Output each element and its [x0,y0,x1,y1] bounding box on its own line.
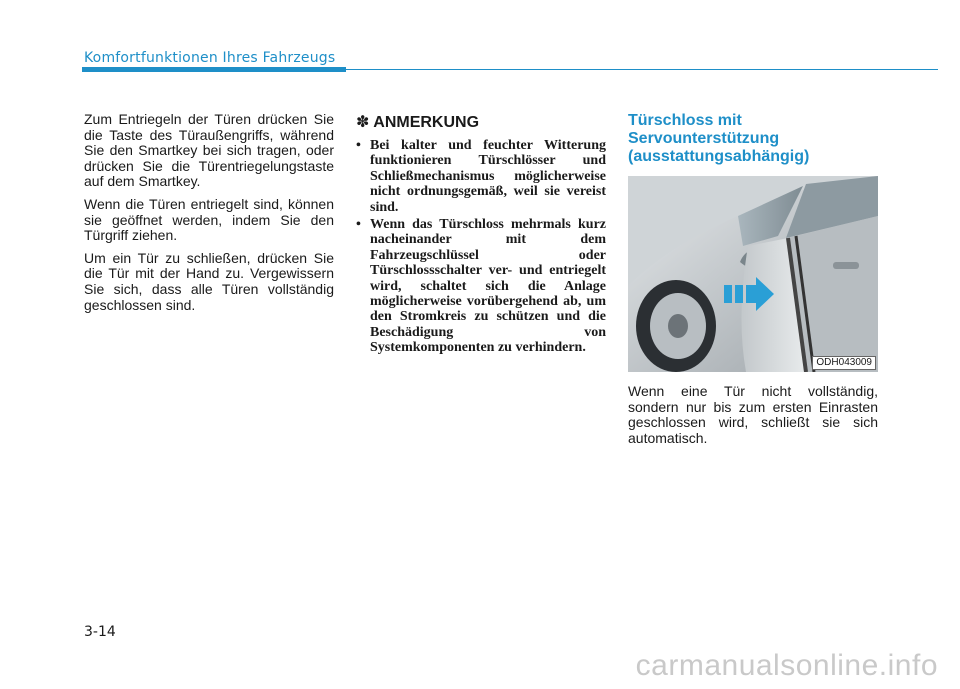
figure-caption: Wenn eine Tür nicht vollständig, sondern nur bis zum ersten Einrasten geschlossen wird, schließt sie sich automatisch. [628,383,878,446]
left-column [84,112,334,320]
watermark: carmanualsonline.info [635,649,938,682]
note-item-text: Bei kalter und feuchter Witterung funktionieren Türschlösser und Schließmechanismus möglicherweise nicht ordnungsgemäß, weil sie vereist sind. [370,138,606,215]
power-door-lock-heading: Türschloss mit Servounterstützung (ausstattungsabhängig) [628,112,810,165]
car-door-illustration [628,176,878,372]
note-item-text: Wenn das Türschloss mehrmals kurz nacheinander mit dem Fahrzeugschlüssel oder Türschlossschalter ver- und entriegelt wird, schaltet sich die Anlage möglicherweise vorübergehend ab, um den Stromkreis zu schützen und die Beschädigung von Systemkomponenten zu verhindern. [370,217,606,356]
image-code-label: ODH043009 [812,356,876,370]
header-rule-line [346,69,938,70]
paragraph-open: Wenn die Türen entriegelt sind, können sie geöffnet werden, indem Sie den Türgriff ziehen. [84,195,334,244]
note-item [356,217,606,356]
bullet-icon: • [356,217,361,233]
header-rule-accent [82,67,346,72]
page-number: 3-14 [84,624,116,640]
note-list [356,138,606,356]
car-door-drawing [628,176,878,372]
note-heading: ✽ ANMERKUNG [356,114,480,131]
paragraph-unlock: Zum Entriegeln der Türen drücken Sie die Taste des Türaußengriffs, während Sie den Smartkey bei sich tragen, oder drücken Sie die Türentriegelungstaste auf dem Smartkey. [84,111,334,190]
bullet-icon: • [356,138,361,153]
right-column [628,112,878,446]
section-title: Komfortfunktionen Ihres Fahrzeugs [84,50,336,66]
note-item [356,138,606,215]
paragraph-close: Um ein Tür zu schließen, drücken Sie die Tür mit der Hand zu. Vergewissern Sie sich, dass alle Türen vollständig geschlossen sind. [84,249,334,313]
note-box [356,112,606,358]
